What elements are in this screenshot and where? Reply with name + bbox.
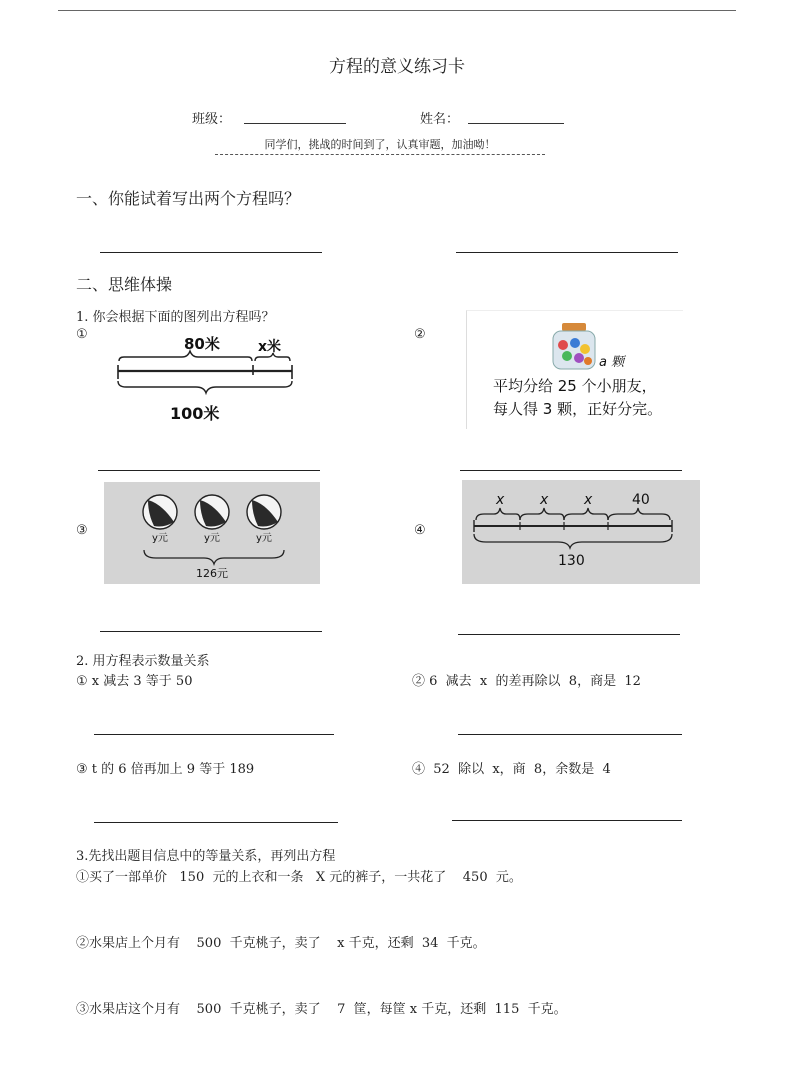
fig4-x-label-2: x [540, 492, 549, 508]
name-field[interactable] [468, 123, 564, 124]
part2-item-1: ① x 减去 3 等于 50 [76, 674, 193, 689]
part2-item-3: ③ t 的 6 倍再加上 9 等于 189 [76, 762, 255, 777]
section2-heading: 二、思维体操 [76, 275, 173, 294]
fig4-x-label-3: x [584, 492, 593, 508]
fig2-line1: 平均分给 25 个小朋友， [493, 377, 657, 395]
name-label: 姓名： [420, 112, 460, 127]
answer-line-p2-2[interactable] [458, 734, 682, 735]
fig1-number: ① [76, 327, 88, 342]
fig2-jar-label: a 颗 [599, 355, 625, 370]
answer-line-fig3[interactable] [100, 631, 322, 632]
section1-heading: 一、你能试着写出两个方程吗？ [76, 189, 301, 208]
class-label: 班级： [192, 112, 232, 127]
part1-title: 1. 你会根据下面的图列出方程吗？ [76, 310, 275, 325]
part3-item-1: ①买了一部单价 150 元的上衣和一条 X 元的裤子，一共花了 450 元。 [76, 870, 522, 885]
fig3-ball-label-1: y元 [152, 533, 168, 544]
top-rule [58, 10, 736, 11]
fig3-diagram [104, 482, 320, 584]
fig3-number: ③ [76, 523, 88, 538]
fig4-number: ④ [414, 523, 426, 538]
fig1-diagram [112, 327, 296, 427]
fig2-number: ② [414, 327, 426, 342]
ball-icon [247, 495, 281, 529]
fig1-top-label: 80米 [184, 335, 220, 353]
answer-line-s1-b[interactable] [456, 252, 678, 253]
fig4-x-label-1: x [496, 492, 505, 508]
fig1-bottom-label: 100米 [170, 404, 220, 423]
answer-line-p2-4[interactable] [452, 820, 682, 821]
answer-line-s1-a[interactable] [100, 252, 322, 253]
fig2-diagram [466, 310, 683, 429]
part2-item-2: ② 6 减去 x 的差再除以 8，商是 12 [412, 674, 641, 689]
page-title: 方程的意义练习卡 [329, 57, 465, 77]
fig3-ball-label-2: y元 [204, 533, 220, 544]
fig1-x-label: x米 [258, 339, 282, 355]
answer-line-fig4[interactable] [458, 634, 680, 635]
encouragement-text: 同学们，挑战的时间到了，认真审题，加油呦！ [215, 136, 545, 155]
answer-line-p2-1[interactable] [94, 734, 334, 735]
ball-icon [195, 495, 229, 529]
part2-title: 2. 用方程表示数量关系 [76, 654, 210, 669]
answer-line-fig1[interactable] [98, 470, 320, 471]
fig2-line2: 每人得 3 颗，正好分完。 [493, 400, 663, 418]
fig4-total-label: 130 [558, 553, 585, 569]
class-field[interactable] [244, 123, 346, 124]
part2-item-4: ④ 52 除以 x，商 8，余数是 4 [412, 762, 611, 777]
fig3-total-label: 126元 [196, 567, 228, 580]
fig4-diagram [462, 480, 700, 584]
part3-title: 3.先找出题目信息中的等量关系，再列出方程 [76, 849, 336, 864]
fig3-ball-label-3: y元 [256, 533, 272, 544]
candy-jar-icon [553, 323, 595, 369]
answer-line-p2-3[interactable] [94, 822, 338, 823]
ball-icon [143, 495, 177, 529]
fig4-last-label: 40 [632, 492, 650, 508]
answer-line-fig2[interactable] [460, 470, 682, 471]
part3-item-3: ③水果店这个月有 500 千克桃子，卖了 7 筐，每筐 x 千克，还剩 115 千克。 [76, 1002, 567, 1017]
part3-item-2: ②水果店上个月有 500 千克桃子，卖了 x 千克，还剩 34 千克。 [76, 936, 486, 951]
